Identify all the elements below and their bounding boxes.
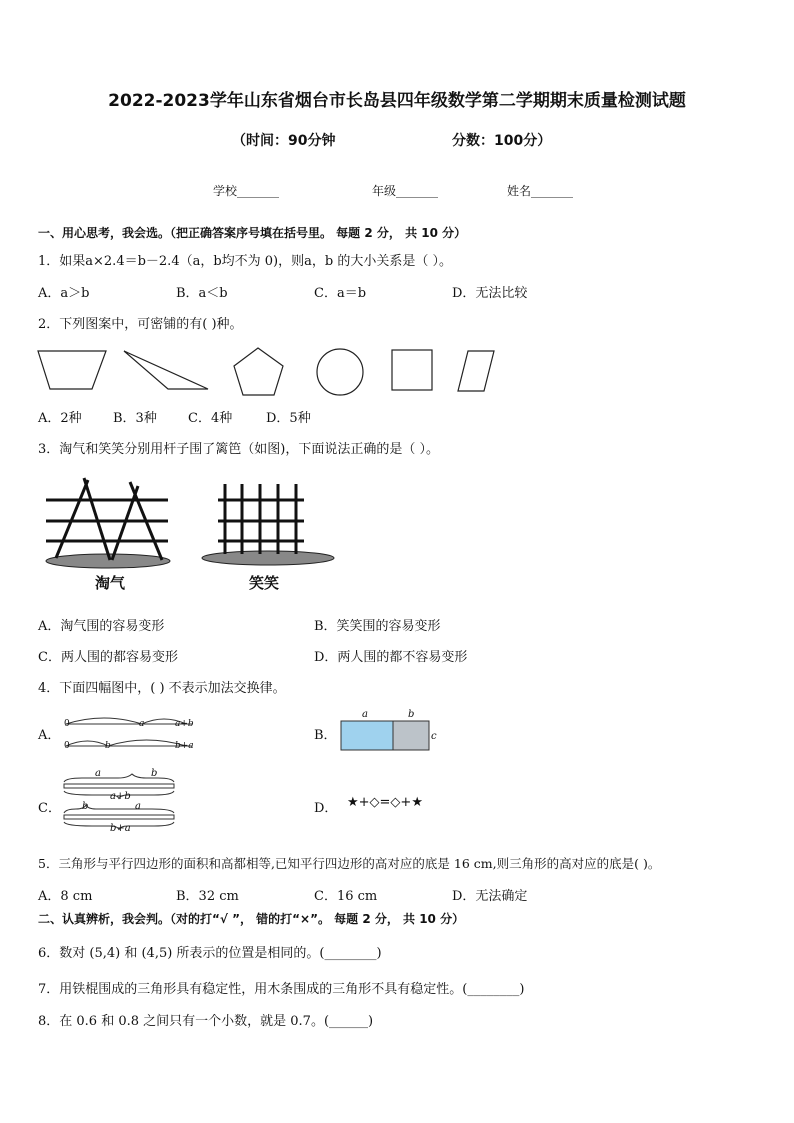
fence-label-taoqi: 淘气 <box>95 574 126 592</box>
q5-option-c: C．16 cm <box>314 889 378 904</box>
q1-option-c: C．a＝b <box>314 286 367 301</box>
q2-text: 2．下列图案中，可密铺的有( )种。 <box>38 317 243 332</box>
figc-ab: a+b <box>110 791 131 802</box>
q3-option-a: A．淘气围的容易变形 <box>38 619 165 634</box>
q3-text: 3．淘气和笑笑分别用杆子围了篱笆（如图)，下面说法正确的是（ ）。 <box>38 442 439 457</box>
score-label: 分数：100分） <box>452 133 552 149</box>
figc-b2: b <box>82 801 89 812</box>
square-shape <box>392 350 432 390</box>
q3-option-c: C．两人围的都容易变形 <box>38 650 178 665</box>
q6-text: 6．数对 (5,4) 和 (4,5) 所表示的位置是相同的。(________) <box>38 946 382 961</box>
figa-l1-a: a <box>139 719 145 729</box>
triangle-shape <box>124 351 208 389</box>
parallelogram-shape <box>458 351 494 391</box>
q5-option-d: D．无法确定 <box>452 889 528 904</box>
figb-a: a <box>362 709 368 720</box>
q1-option-a: A．a＞b <box>38 286 90 301</box>
q7-text: 7．用铁棍围成的三角形具有稳定性，用木条围成的三角形不具有稳定性。(________) <box>38 982 525 997</box>
q4-label-c: C． <box>38 801 61 816</box>
circle-shape <box>317 349 363 395</box>
q2-option-c: C．4种 <box>188 411 233 426</box>
q4-figure-b-rectangle <box>340 720 440 760</box>
fence-label-xiaoxiao: 笑笑 <box>249 574 280 592</box>
figa-l1-0: 0 <box>64 719 70 729</box>
fence-figure-taoqi <box>38 478 178 578</box>
q2-option-a: A．2种 <box>38 411 82 426</box>
q2-option-d: D．5种 <box>266 411 311 426</box>
figa-l2-0: 0 <box>64 741 70 751</box>
figb-c: c <box>431 731 437 742</box>
section-1-heading: 一、用心思考，我会选。（把正确答案序号填在括号里。 每题 2 分， 共 10 分） <box>38 226 467 240</box>
figa-l1-ab: a+b <box>175 719 194 729</box>
pentagon-shape <box>234 348 283 395</box>
trapezoid-shape <box>38 351 106 389</box>
figa-l2-ba: b+a <box>175 741 194 751</box>
section-2-heading: 二、认真辨析，我会判。（对的打“√ ”， 错的打“×”。 每题 2 分， 共 10 分） <box>38 912 465 926</box>
fence-figure-xiaoxiao <box>200 478 340 578</box>
figc-a: a <box>95 768 101 779</box>
figc-ba: b+a <box>110 823 131 834</box>
q4-figure-d-equation: ★+◇=◇+★ <box>347 795 423 810</box>
figc-b: b <box>151 768 158 779</box>
q3-option-b: B．笑笑围的容易变形 <box>314 619 441 634</box>
q4-text: 4．下面四幅图中，( ) 不表示加法交换律。 <box>38 681 286 696</box>
figb-b: b <box>408 709 415 720</box>
grade-field: 年级_______ <box>372 184 439 198</box>
q2-option-b: B．3种 <box>113 411 157 426</box>
q1-option-b: B．a＜b <box>176 286 228 301</box>
q8-text: 8．在 0.6 和 0.8 之间只有一个小数，就是 0.7。(______) <box>38 1014 374 1029</box>
q2-shapes-figure <box>0 343 794 403</box>
page-title: 2022-2023学年山东省烟台市长岛县四年级数学第二学期期末质量检测试题 <box>108 91 686 111</box>
q1-option-d: D．无法比较 <box>452 286 528 301</box>
q3-option-d: D．两人围的都不容易变形 <box>314 650 468 665</box>
name-field: 姓名_______ <box>507 184 574 198</box>
figa-l2-b: b <box>105 741 111 751</box>
school-field: 学校_______ <box>213 184 280 198</box>
q5-option-b: B．32 cm <box>176 889 239 904</box>
time-label: （时间：90分钟 <box>232 133 336 149</box>
q4-label-d: D． <box>314 801 338 816</box>
figc-a2: a <box>135 801 141 812</box>
q4-label-a: A． <box>38 728 61 743</box>
q4-label-b: B． <box>314 728 337 743</box>
q5-text: 5．三角形与平行四边形的面积和高都相等,已知平行四边形的高对应的底是 16 cm,则三角形的高对应的底是( )。 <box>38 856 661 871</box>
q1-text: 1．如果a×2.4＝b－2.4（a，b均不为 0)，则a，b 的大小关系是（ ）。 <box>38 254 452 269</box>
q5-option-a: A．8 cm <box>38 889 93 904</box>
